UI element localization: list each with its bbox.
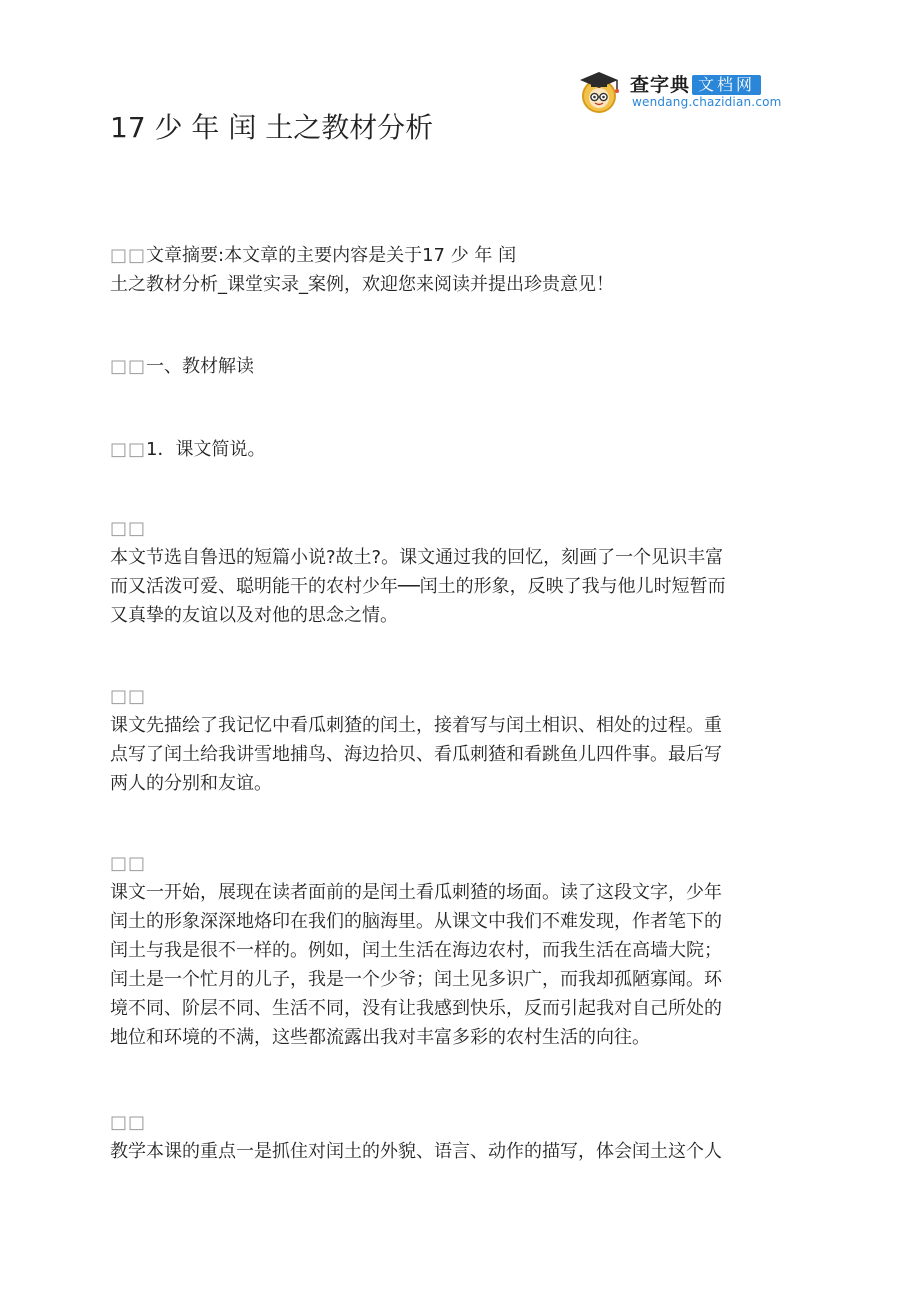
subsection-heading bbox=[110, 435, 810, 464]
paragraph-line: 境不同、阶层不同、生活不同，没有让我感到快乐，反而引起我对自己所处的 bbox=[110, 998, 722, 1019]
body-paragraph-4 bbox=[110, 1108, 810, 1166]
paragraph-line: 而又活泼可爱、聪明能干的农村少年──闰土的形象，反映了我与他儿时短暂而 bbox=[110, 576, 726, 597]
summary-line-2: 土之教材分析_课堂实录_案例，欢迎您来阅读并提出珍贵意见！ bbox=[110, 274, 614, 295]
paragraph-line: 点写了闰土给我讲雪地捕鸟、海边拾贝、看瓜刺猹和看跳鱼儿四件事。最后写 bbox=[110, 744, 722, 765]
paragraph-line: 闰土与我是很不一样的。例如，闰土生活在海边农村，而我生活在高墙大院； bbox=[110, 940, 722, 961]
graduate-mascot-icon bbox=[576, 68, 624, 114]
section-heading-text: 一、教材解读 bbox=[146, 356, 255, 377]
paragraph-line: 课文一开始，展现在读者面前的是闰土看瓜刺猹的场面。读了这段文字，少年 bbox=[110, 882, 722, 903]
paragraph-line: 闰土是一个忙月的儿子，我是一个少爷；闰土见多识广，而我却孤陋寡闻。环 bbox=[110, 969, 722, 990]
paragraph-line: 课文先描绘了我记忆中看瓜刺猹的闰土，接着写与闰土相识、相处的过程。重 bbox=[110, 715, 722, 736]
indent-marker: □□ bbox=[110, 356, 147, 377]
indent-marker: □□ bbox=[110, 439, 147, 460]
indent-marker: □□ bbox=[110, 853, 147, 874]
indent-marker: □□ bbox=[110, 245, 147, 266]
indent-marker: □□ bbox=[110, 518, 147, 539]
subsection-heading-text: 1．课文简说。 bbox=[146, 439, 266, 460]
indent-marker: □□ bbox=[110, 686, 147, 707]
paragraph-line: 两人的分别和友谊。 bbox=[110, 773, 272, 794]
paragraph-line: 闰土的形象深深地烙印在我们的脑海里。从课文中我们不难发现，作者笔下的 bbox=[110, 911, 722, 932]
paragraph-line: 又真挚的友谊以及对他的思念之情。 bbox=[110, 605, 398, 626]
body-paragraph-1 bbox=[110, 514, 810, 630]
logo-brand bbox=[630, 74, 761, 96]
logo-brand-tag: 文档网 bbox=[692, 75, 761, 95]
paragraph-line: 地位和环境的不满，这些都流露出我对丰富多彩的农村生活的向往。 bbox=[110, 1027, 650, 1048]
site-logo[interactable] bbox=[576, 68, 806, 114]
summary-line-1: □□文章摘要:本文章的主要内容是关于17 少 年 闰 bbox=[110, 245, 517, 266]
summary-paragraph bbox=[110, 241, 810, 299]
logo-brand-name: 查字典 bbox=[630, 74, 691, 96]
body-paragraph-2 bbox=[110, 682, 810, 798]
indent-marker: □□ bbox=[110, 1112, 147, 1133]
document-title: 17 少 年 闰 土之教材分析 bbox=[110, 111, 434, 144]
body-paragraph-3 bbox=[110, 849, 810, 1052]
section-heading bbox=[110, 352, 810, 381]
paragraph-line: 本文节选自鲁迅的短篇小说?故土?。课文通过我的回忆，刻画了一个见识丰富 bbox=[110, 547, 724, 568]
paragraph-line: 教学本课的重点一是抓住对闰土的外貌、语言、动作的描写，体会闰土这个人 bbox=[110, 1141, 722, 1162]
logo-url: wendang.chazidian.com bbox=[632, 95, 782, 109]
